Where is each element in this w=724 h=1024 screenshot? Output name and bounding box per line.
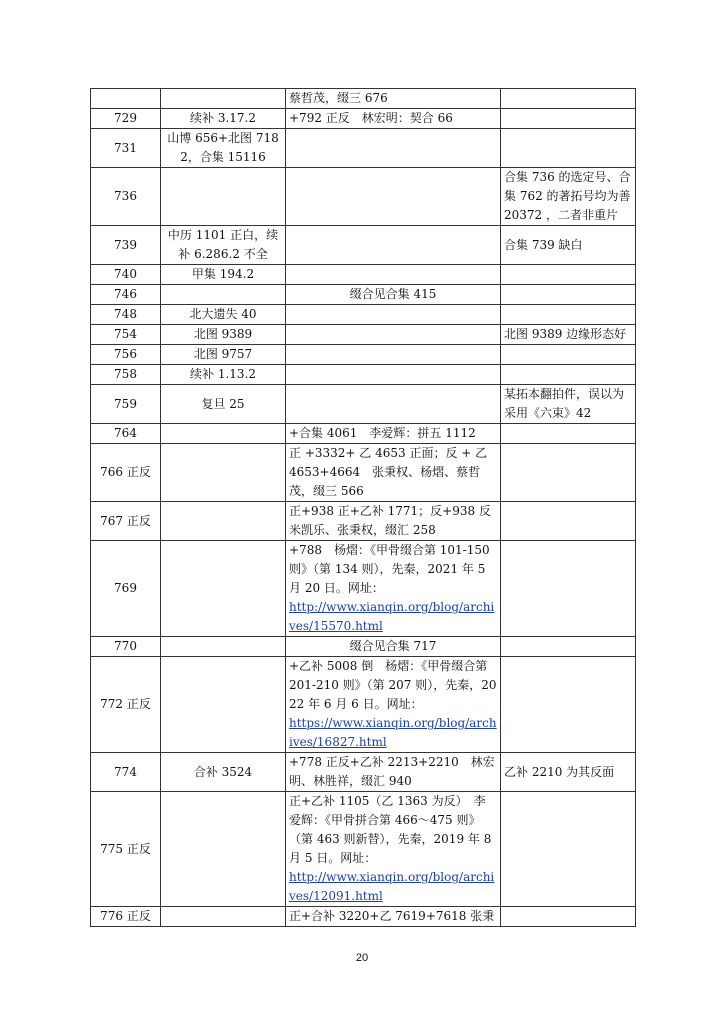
table-row	[91, 365, 636, 385]
join-cell: 缀合见合集 415	[286, 285, 501, 305]
join-cell	[286, 541, 501, 637]
source-cell	[161, 637, 286, 657]
note-cell	[501, 89, 636, 109]
table-row	[91, 385, 636, 424]
source-cell: 续补 3.17.2	[161, 109, 286, 129]
note-cell	[501, 345, 636, 365]
number-cell	[91, 89, 161, 109]
join-text: 正+938 正+乙补 1771；反+938 反 米凯乐、张秉权，缀汇 258	[289, 504, 491, 537]
join-cell	[286, 753, 501, 792]
note-cell	[501, 109, 636, 129]
number-cell: 748	[91, 305, 161, 325]
join-text: +乙补 5008 倒 杨熠：《甲骨缀合第 201-210 则》（第 207 则），先秦，2022 年 6 月 6 日。网址：	[289, 659, 497, 711]
table-row	[91, 89, 636, 109]
reference-link[interactable]: http://www.xianqin.org/blog/archives/15570.html	[289, 600, 495, 633]
table-row	[91, 305, 636, 325]
table-row	[91, 129, 636, 168]
table-row	[91, 637, 636, 657]
source-cell	[161, 657, 286, 753]
source-cell: 续补 1.13.2	[161, 365, 286, 385]
number-cell: 767 正反	[91, 502, 161, 541]
note-cell	[501, 907, 636, 927]
note-cell	[501, 637, 636, 657]
join-text: 正 +3332+ 乙 4653 正面；反 + 乙 4653+4664 张秉权、杨熠、蔡哲茂，缀三 566	[289, 446, 488, 498]
table-row	[91, 792, 636, 907]
join-cell	[286, 502, 501, 541]
join-cell	[286, 168, 501, 226]
note-cell	[501, 365, 636, 385]
join-text: 正+合补 3220+乙 7619+7618 张秉	[289, 909, 495, 923]
note-cell	[501, 541, 636, 637]
join-cell	[286, 444, 501, 502]
source-cell	[161, 89, 286, 109]
join-cell	[286, 89, 501, 109]
table-row	[91, 424, 636, 444]
number-cell: 746	[91, 285, 161, 305]
number-cell: 754	[91, 325, 161, 345]
note-cell: 北图 9389 边缘形态好	[501, 325, 636, 345]
source-cell	[161, 541, 286, 637]
join-cell	[286, 265, 501, 285]
number-cell: 731	[91, 129, 161, 168]
source-cell	[161, 502, 286, 541]
table-row	[91, 657, 636, 753]
table-row	[91, 444, 636, 502]
join-text: 正+乙补 1105（乙 1363 为反） 李爱辉：《甲骨拼合第 466～475 则》（第 463 则新替），先秦，2019 年 8 月 5 日。网址：	[289, 794, 492, 865]
source-cell: 甲集 194.2	[161, 265, 286, 285]
join-text: 蔡哲茂，缀三 676	[289, 91, 388, 105]
note-cell	[501, 285, 636, 305]
join-cell	[286, 109, 501, 129]
table-row	[91, 109, 636, 129]
note-cell	[501, 265, 636, 285]
source-cell	[161, 285, 286, 305]
number-cell: 772 正反	[91, 657, 161, 753]
page-number: 20	[355, 952, 369, 964]
source-cell: 山博 656+北图 7182，合集 15116	[161, 129, 286, 168]
table-row	[91, 753, 636, 792]
join-cell	[286, 129, 501, 168]
note-cell: 乙补 2210 为其反面	[501, 753, 636, 792]
join-cell	[286, 424, 501, 444]
source-cell: 北大遗失 40	[161, 305, 286, 325]
join-cell	[286, 792, 501, 907]
number-cell: 775 正反	[91, 792, 161, 907]
join-cell	[286, 305, 501, 325]
note-cell	[501, 792, 636, 907]
table-row	[91, 226, 636, 265]
reference-link[interactable]: http://www.xianqin.org/blog/archives/12091.html	[289, 870, 495, 903]
join-cell	[286, 365, 501, 385]
source-cell: 中历 1101 正白，续补 6.286.2 不全	[161, 226, 286, 265]
source-cell: 合补 3524	[161, 753, 286, 792]
document-table	[90, 88, 636, 927]
number-cell: 758	[91, 365, 161, 385]
number-cell: 770	[91, 637, 161, 657]
table-row	[91, 325, 636, 345]
note-cell	[501, 444, 636, 502]
source-cell: 北图 9757	[161, 345, 286, 365]
join-cell	[286, 226, 501, 265]
table-row	[91, 502, 636, 541]
number-cell: 739	[91, 226, 161, 265]
number-cell: 756	[91, 345, 161, 365]
join-cell: 缀合见合集 717	[286, 637, 501, 657]
join-text: +788 杨熠：《甲骨缀合第 101-150 则》（第 134 则），先秦，2021 年 5 月 20 日。网址：	[289, 543, 490, 595]
table-row	[91, 168, 636, 226]
number-cell: 759	[91, 385, 161, 424]
number-cell: 764	[91, 424, 161, 444]
note-cell: 合集 736 的选定号、合集 762 的著拓号均为善 20372 ，二者非重片	[501, 168, 636, 226]
join-text: +合集 4061 李爱辉：拼五 1112	[289, 426, 476, 440]
number-cell: 769	[91, 541, 161, 637]
number-cell: 736	[91, 168, 161, 226]
table-row	[91, 285, 636, 305]
note-cell	[501, 502, 636, 541]
join-cell	[286, 385, 501, 424]
source-cell	[161, 907, 286, 927]
source-cell	[161, 424, 286, 444]
source-cell	[161, 168, 286, 226]
table-row	[91, 541, 636, 637]
number-cell: 766 正反	[91, 444, 161, 502]
join-cell	[286, 907, 501, 927]
note-cell: 合集 739 缺白	[501, 226, 636, 265]
source-cell	[161, 792, 286, 907]
source-cell	[161, 444, 286, 502]
join-cell	[286, 345, 501, 365]
source-cell: 北图 9389	[161, 325, 286, 345]
table-row	[91, 265, 636, 285]
reference-link[interactable]: https://www.xianqin.org/blog/archives/16827.html	[289, 716, 497, 749]
source-cell: 复旦 25	[161, 385, 286, 424]
number-cell: 774	[91, 753, 161, 792]
note-cell	[501, 305, 636, 325]
note-cell: 某拓本翻拍件，误以为采用《六束》42	[501, 385, 636, 424]
number-cell: 740	[91, 265, 161, 285]
note-cell	[501, 657, 636, 753]
note-cell	[501, 129, 636, 168]
number-cell: 776 正反	[91, 907, 161, 927]
note-cell	[501, 424, 636, 444]
join-cell	[286, 325, 501, 345]
table-row	[91, 907, 636, 927]
join-text: +778 正反+乙补 2213+2210 林宏明、林胜祥，缀汇 940	[289, 755, 495, 788]
join-cell	[286, 657, 501, 753]
table-row	[91, 345, 636, 365]
join-text: +792 正反 林宏明：契合 66	[289, 111, 453, 125]
number-cell: 729	[91, 109, 161, 129]
